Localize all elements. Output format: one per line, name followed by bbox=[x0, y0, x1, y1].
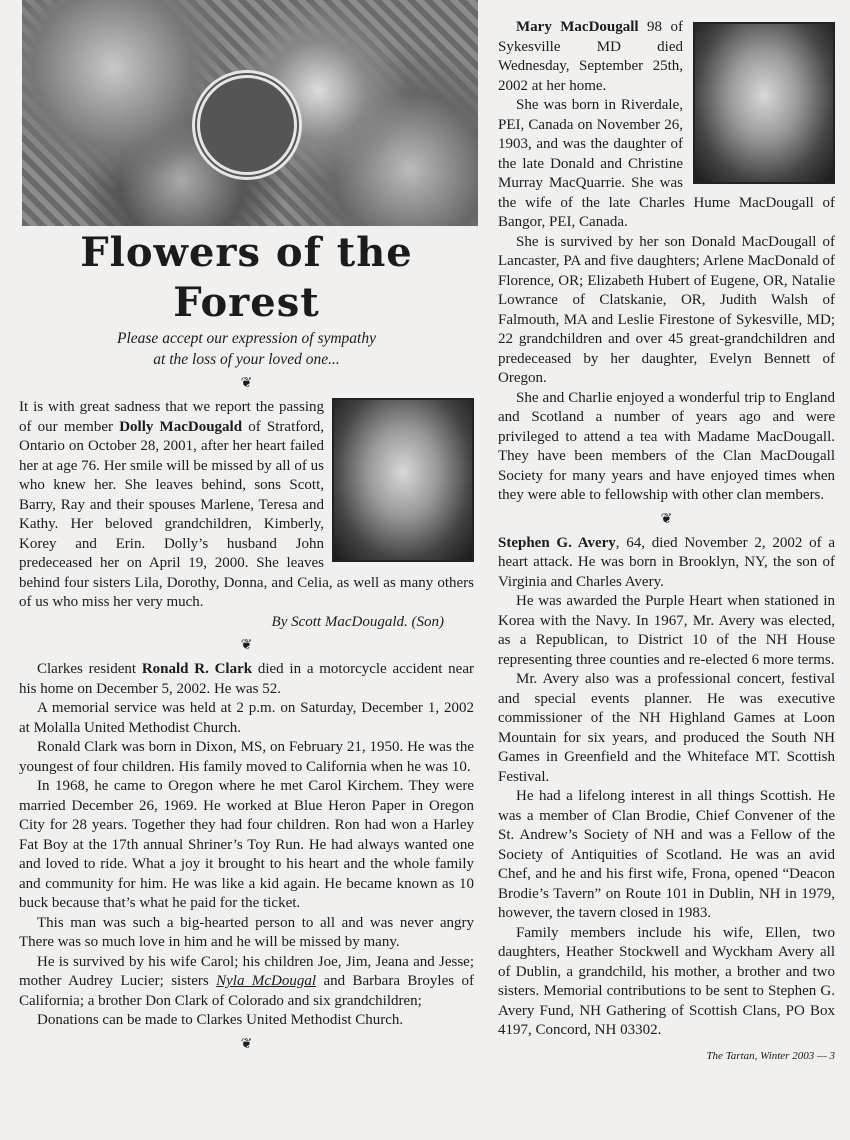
paragraph: Donations can be made to Clarkes United Methodist Church. bbox=[37, 1012, 404, 1028]
text: , 64, died November 2, 2002 of a heart attack. He was born in Brooklyn, NY, the son of Virginia and Charles Avery. bbox=[498, 534, 835, 590]
text: of Stratford, Ontario on October 28, 2001, after her heart failed her at age 76. Her smile will be missed by all of us who knew her. She leaves behind, sons Scott, Barry, Ray and their spouses Marlene, Teresa and Kathy. Her beloved grandchildren, Kimberly, Korey and Erin. Dolly’s husband John predeceased her on April 19, 2000. She leaves behind four sisters Lila, Dorothy, Donna, and Celia, as well as many others of us who miss her very much. bbox=[19, 418, 474, 610]
clark-intro bbox=[19, 660, 474, 699]
paragraph: She is survived by her son Donald MacDougall of Lancaster, PA and five daughters; Arlene MacDonald of Florence, OR; Elizabeth Hubert of Eugene, OR, Natalie Lowrance of Clatskanie, OR, Judith Walsh of Falmouth, MA and Leslie Firestone of Sykesville, MD; 22 grandchildren and over 45 great-grandchildren and predeceased by her daughter, Evelyn Bennett of Oregon. bbox=[498, 233, 835, 386]
paragraph: Ronald Clark was born in Dixon, MS, on February 21, 1950. He was the youngest of four children. His family moved to California when he was 10. bbox=[19, 739, 474, 775]
signature: By Scott MacDougald. (Son) bbox=[271, 613, 444, 630]
text: and Barbara Broyles of California; a brother Don Clark of Colorado and six grandchildren; bbox=[19, 973, 474, 1009]
flowers-banner-image bbox=[22, 0, 478, 226]
dolly-photo bbox=[332, 398, 474, 562]
ornament-icon: ❦ bbox=[240, 638, 253, 653]
mary-photo bbox=[693, 22, 835, 184]
text: It is with great sadness that we report the passing of our member bbox=[19, 399, 324, 435]
deceased-name: Ronald R. Clark bbox=[141, 661, 253, 677]
text: died in a motorcycle accident near his home on December 5, 2002. He was 52. bbox=[19, 661, 474, 697]
subtitle-line: Please accept our expression of sympathy bbox=[117, 330, 376, 347]
paragraph bbox=[19, 953, 474, 1012]
deceased-name: Dolly MacDougald bbox=[119, 418, 243, 435]
paragraph: Family members include his wife, Ellen, two daughters, Heather Stockwell and Wyckham Avery all of Dublin, a grandchild, his mother, a brother and two sisters. Memorial contributions to be sent to Stephen G. Avery Fund, NH Gathering of Scottish Clans, PO Box 4197, Concord, NH 03302. bbox=[498, 924, 835, 1038]
name-link[interactable]: Nyla McDougal bbox=[216, 973, 317, 989]
obituary-avery bbox=[498, 534, 835, 1041]
ornament-icon: ❦ bbox=[660, 511, 673, 527]
page-title: Flowers of the Forest bbox=[80, 229, 413, 326]
text: 98 of Sykesville MD died Wednesday, September 25th, 2002 at her home. bbox=[498, 19, 683, 94]
paragraph: Mr. Avery also was a professional concert, festival and special events planner. He was executive commissioner of the NH Highland Games at Loon Mountain for six years, and produced the South NH Games in Greenfield and the Whiteface MT. Scottish Festival. bbox=[498, 671, 835, 785]
paragraph: She was born in Riverdale, PEI, Canada on November 26, 1903, and was the daughter of the late Donald and Christine Murray MacQuarrie. She was the wife of the late Charles Hume MacDougall of Bangor, PEI, Canada. bbox=[498, 97, 835, 230]
obituary-dolly bbox=[19, 398, 474, 632]
page-subtitle bbox=[19, 328, 474, 370]
paragraph: She and Charlie enjoyed a wonderful trip to England and Scotland a number of years ago and were privileged to attend a tea with Madame MacDougall. They have been members of the Clan MacDougall Society for many years and have enjoyed times when they were able to fellowship with other clan members. bbox=[498, 389, 835, 503]
paragraph: He was awarded the Purple Heart when stationed in Korea with the Navy. In 1967, Mr. Avery was elected, as a Republican, to District 10 of the NH House representing three counties and re-elected 6 more terms. bbox=[498, 593, 835, 668]
deceased-name: Mary MacDougall bbox=[516, 19, 639, 35]
text: Clarkes resident bbox=[37, 661, 142, 677]
right-column bbox=[498, 0, 835, 1063]
ornament-icon: ❦ bbox=[240, 1036, 253, 1052]
paragraph: He had a lifelong interest in all things Scottish. He was a member of Clan Brodie, Chief Convener of the St. Andrew’s Society of NH and was a Fellow of the Society of Antiquities of Scotland. He was an avid Chef, and he and his first wife, Frona, opened “Deacon Brodie’s Tavern” on Route 101 in Dublin, NH in 1979, however, the tavern closed in 1983. bbox=[498, 788, 835, 921]
page-footer: The Tartan, Winter 2003 — 3 bbox=[706, 1049, 835, 1062]
obituary-clark bbox=[19, 660, 474, 1031]
paragraph: In 1968, he came to Oregon where he met Carol Kirchem. They were married December 26, 1969. He worked at Blue Heron Paper in Oregon City for 28 years. Together they had four children. Ron had won a Harley Fat Boy at the 17th annual Shriner’s Toy Run. He had always wanted one and loved to ride. What a joy it brought to his heart and the whole family and community for him. He was like a kid again. He became known as 10 buck because that’s what he paid for the ticket. bbox=[19, 778, 474, 911]
ornament-icon: ❦ bbox=[240, 376, 253, 391]
left-column bbox=[19, 0, 474, 1059]
avery-intro bbox=[498, 534, 835, 593]
clan-brooch-emblem bbox=[192, 70, 302, 180]
obituary-mary bbox=[498, 18, 835, 506]
paragraph: A memorial service was held at 2 p.m. on Saturday, December 1, 2002 at Molalla United Methodist Church. bbox=[19, 700, 474, 736]
paragraph: This man was such a big-hearted person to all and was never angry There was so much love in him and he will be missed by many. bbox=[19, 914, 474, 950]
text: He is survived by his wife Carol; his children Joe, Jim, Jeana and Jesse; mother Audrey Lucier; sisters bbox=[19, 953, 474, 989]
subtitle-line: at the loss of your loved one... bbox=[153, 351, 340, 368]
deceased-name: Stephen G. Avery bbox=[498, 534, 616, 551]
